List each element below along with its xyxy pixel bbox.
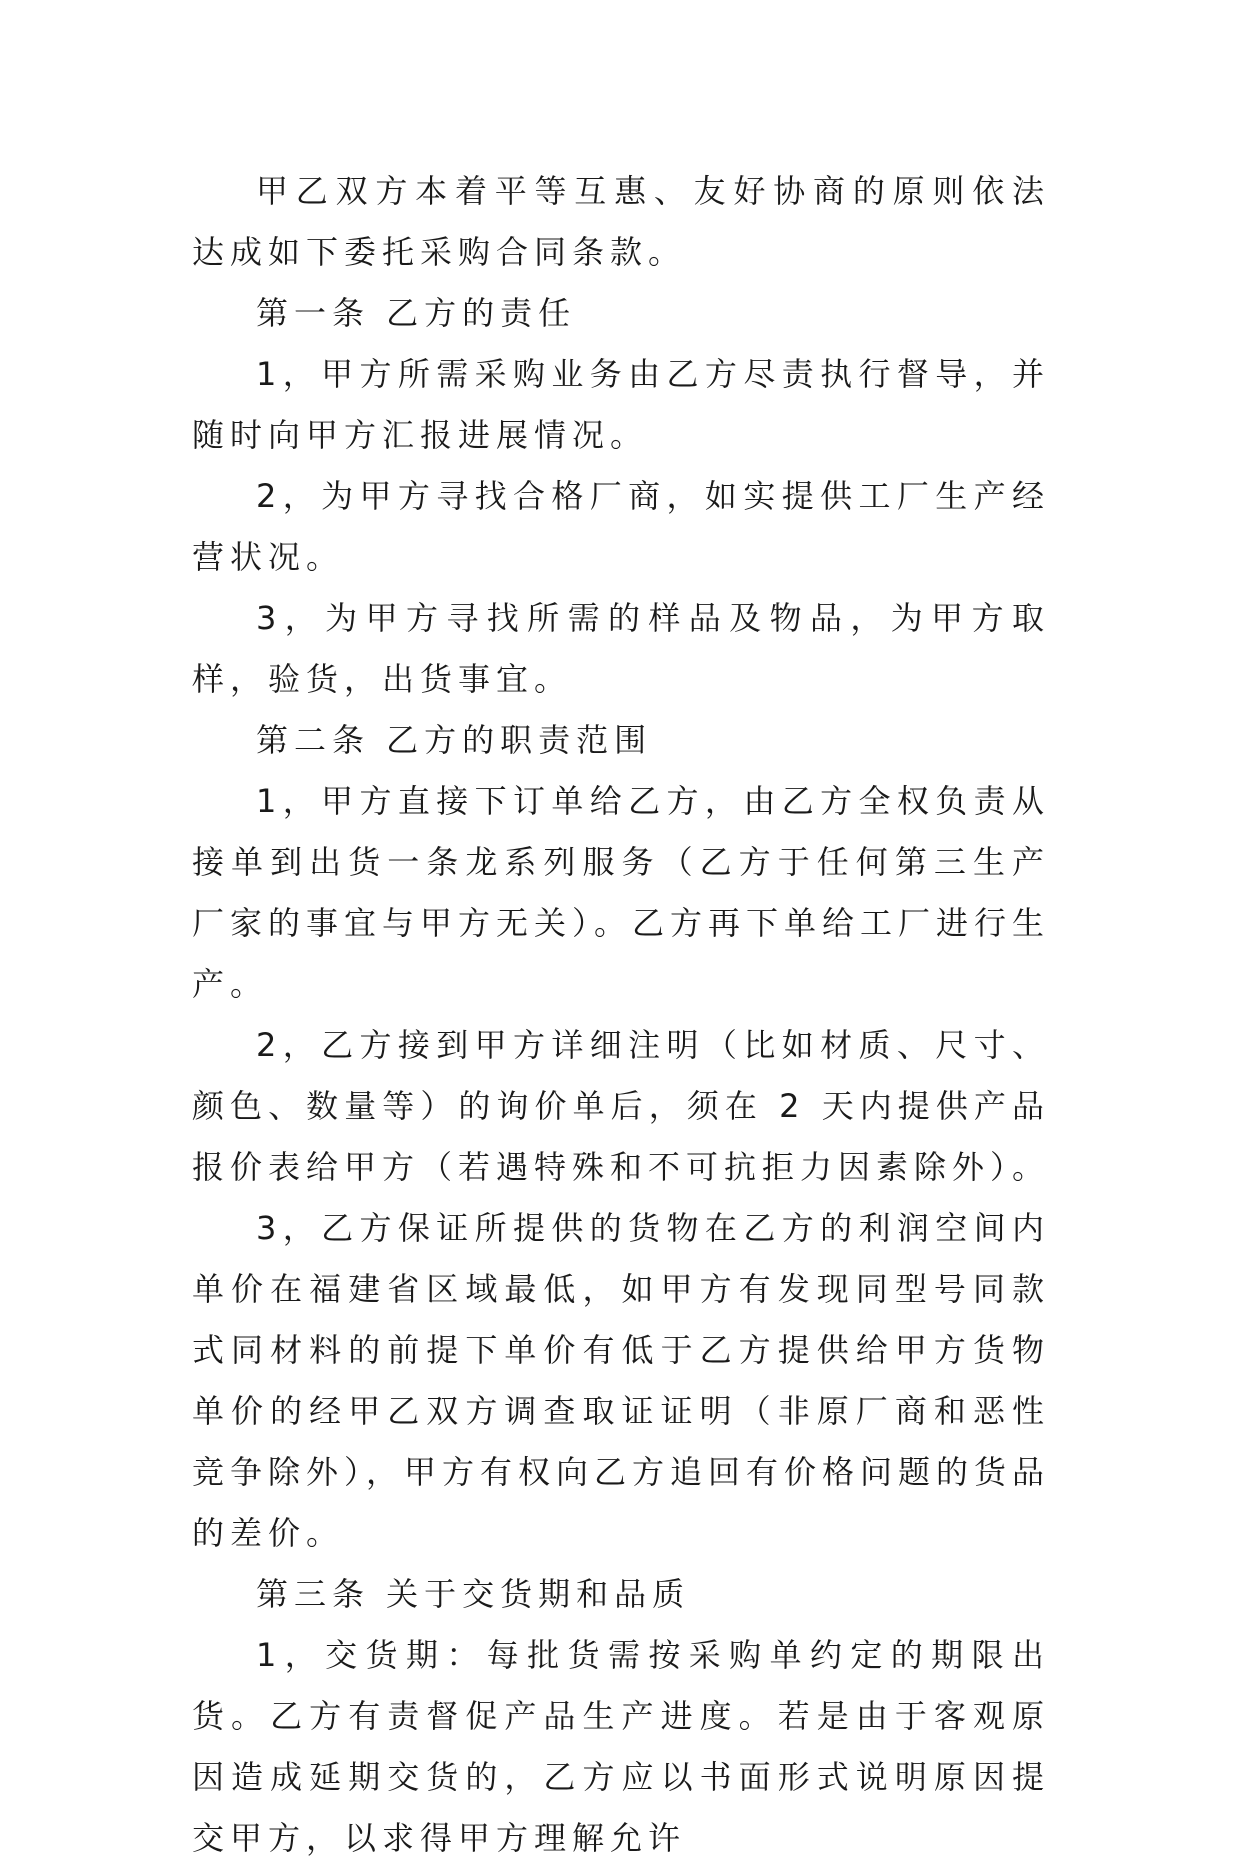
- contract-body: [192, 161, 1050, 1869]
- article-3-clause-1: 1，交货期：每批货需按采购单约定的期限出货。乙方有责督促产品生产进度。若是由于客观原因造成延期交货的，乙方应以书面形式说明原因提交甲方，以求得甲方理解允许: [192, 1636, 1050, 1857]
- intro-paragraph: 甲乙双方本着平等互惠、友好协商的原则依法达成如下委托采购合同条款。: [192, 172, 1050, 271]
- article-3-heading: 第三条 关于交货期和品质: [256, 1575, 691, 1613]
- article-2-heading: 第二条 乙方的职责范围: [256, 721, 653, 759]
- article-1-clause-3: 3，为甲方寻找所需的样品及物品，为甲方取样，验货，出货事宜。: [192, 599, 1050, 698]
- article-2-clause-3: 3，乙方保证所提供的货物在乙方的利润空间内单价在福建省区域最低，如甲方有发现同型号同款式同材料的前提下单价有低于乙方提供给甲方货物单价的经甲乙双方调查取证证明（非原厂商和恶性竞争除外），甲方有权向乙方追回有价格问题的货品的差价。: [192, 1209, 1051, 1552]
- article-2-clause-2: 2，乙方接到甲方详细注明（比如材质、尺寸、颜色、数量等）的询价单后，须在 2 天内提供产品报价表给甲方（若遇特殊和不可抗拒力因素除外）。: [192, 1026, 1051, 1186]
- article-2-clause-1: 1，甲方直接下订单给乙方，由乙方全权负责从接单到出货一条龙系列服务（乙方于任何第三生产厂家的事宜与甲方无关）。乙方再下单给工厂进行生产。: [192, 782, 1051, 1003]
- article-1-heading: 第一条 乙方的责任: [256, 294, 577, 332]
- article-1-clause-1: 1，甲方所需采购业务由乙方尽责执行督导，并随时向甲方汇报进展情况。: [192, 355, 1050, 454]
- article-1-clause-2: 2，为甲方寻找合格厂商，如实提供工厂生产经营状况。: [192, 477, 1050, 576]
